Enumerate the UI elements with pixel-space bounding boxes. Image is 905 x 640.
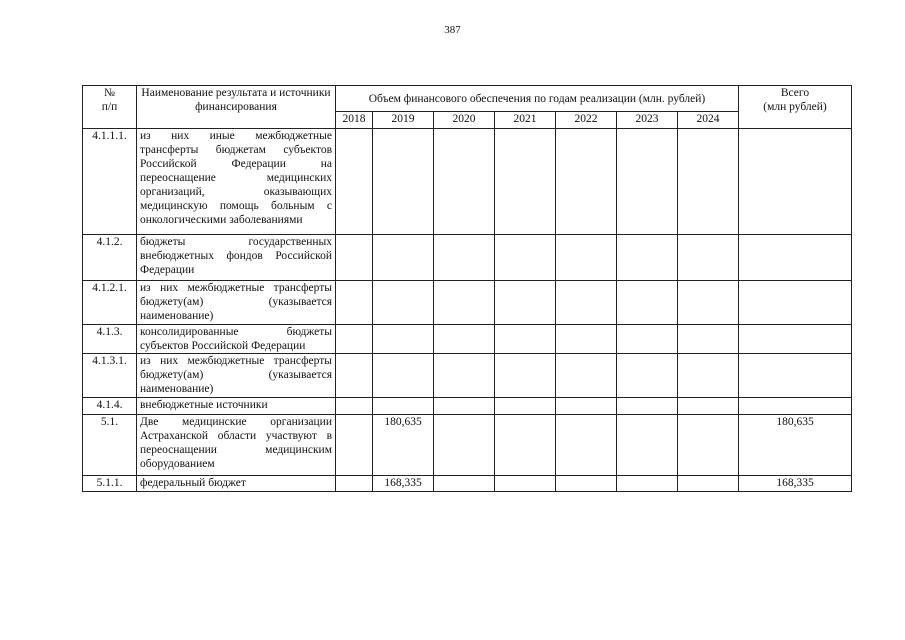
value-cell-2018 [336, 398, 373, 415]
value-cell-2019 [373, 325, 434, 354]
table-row [83, 281, 852, 325]
value-cell-2019: 180,635 [373, 415, 434, 476]
value-cell-2020 [434, 415, 495, 476]
value-cell-2019 [373, 235, 434, 281]
value-cell-2019 [373, 281, 434, 325]
value-cell-2020 [434, 281, 495, 325]
table-row [83, 476, 852, 492]
value-cell-2020 [434, 235, 495, 281]
value-cell-2020 [434, 354, 495, 398]
row-description: Две медицинские организации Астраханской области участвуют в переоснащении медицинским оборудованием [137, 415, 336, 476]
row-description: консолидированные бюджеты субъектов Российской Федерации [137, 325, 336, 354]
table-row [83, 354, 852, 398]
row-number: 4.1.2. [83, 235, 137, 281]
total-cell [739, 325, 852, 354]
value-cell-2018 [336, 281, 373, 325]
value-cell-2018 [336, 415, 373, 476]
row-number: 4.1.1.1. [83, 129, 137, 235]
value-cell-2024 [678, 281, 739, 325]
page-number: 387 [444, 24, 461, 36]
year-header-2021: 2021 [495, 112, 556, 129]
value-cell-2023 [617, 354, 678, 398]
total-cell [739, 129, 852, 235]
value-cell-2020 [434, 476, 495, 492]
value-cell-2021 [495, 415, 556, 476]
value-cell-2024 [678, 476, 739, 492]
row-description: из них иные межбюджетные трансферты бюджетам субъектов Российской Федерации на переоснащение медицинских организаций, оказывающих медицинскую помощь больным с онкологическими заболеваниями [137, 129, 336, 235]
value-cell-2021 [495, 398, 556, 415]
value-cell-2023 [617, 235, 678, 281]
value-cell-2024 [678, 235, 739, 281]
year-header-2023: 2023 [617, 112, 678, 129]
year-header-2018: 2018 [336, 112, 373, 129]
value-cell-2021 [495, 325, 556, 354]
row-description: федеральный бюджет [137, 476, 336, 492]
header-total: Всего (млн рублей) [739, 86, 852, 129]
value-cell-2023 [617, 398, 678, 415]
total-cell [739, 398, 852, 415]
value-cell-2022 [556, 129, 617, 235]
value-cell-2024 [678, 398, 739, 415]
header-num: № п/п [83, 86, 137, 129]
row-number: 4.1.2.1. [83, 281, 137, 325]
table-body [83, 129, 852, 492]
value-cell-2024 [678, 325, 739, 354]
year-header-2022: 2022 [556, 112, 617, 129]
row-number: 4.1.3.1. [83, 354, 137, 398]
value-cell-2021 [495, 476, 556, 492]
row-number: 5.1. [83, 415, 137, 476]
row-description: внебюджетные источники [137, 398, 336, 415]
year-header-2020: 2020 [434, 112, 495, 129]
value-cell-2022 [556, 235, 617, 281]
table-row [83, 398, 852, 415]
year-header-2024: 2024 [678, 112, 739, 129]
value-cell-2021 [495, 129, 556, 235]
budget-table [82, 85, 852, 492]
value-cell-2022 [556, 476, 617, 492]
value-cell-2023 [617, 129, 678, 235]
value-cell-2021 [495, 235, 556, 281]
value-cell-2022 [556, 325, 617, 354]
total-cell [739, 281, 852, 325]
value-cell-2018 [336, 476, 373, 492]
value-cell-2019 [373, 129, 434, 235]
value-cell-2024 [678, 129, 739, 235]
value-cell-2021 [495, 281, 556, 325]
table-row [83, 129, 852, 235]
value-cell-2024 [678, 415, 739, 476]
table-row [83, 415, 852, 476]
value-cell-2018 [336, 129, 373, 235]
value-cell-2018 [336, 235, 373, 281]
value-cell-2023 [617, 415, 678, 476]
value-cell-2023 [617, 281, 678, 325]
total-cell: 168,335 [739, 476, 852, 492]
header-volume: Объем финансового обеспечения по годам реализации (млн. рублей) [336, 86, 739, 112]
value-cell-2022 [556, 354, 617, 398]
row-number: 4.1.4. [83, 398, 137, 415]
header-name: Наименование результата и источники финансирования [137, 86, 336, 129]
table-row [83, 235, 852, 281]
value-cell-2019 [373, 354, 434, 398]
value-cell-2018 [336, 325, 373, 354]
row-number: 4.1.3. [83, 325, 137, 354]
total-cell [739, 354, 852, 398]
value-cell-2020 [434, 398, 495, 415]
value-cell-2022 [556, 398, 617, 415]
value-cell-2020 [434, 129, 495, 235]
table-row [83, 325, 852, 354]
row-description: бюджеты государственных внебюджетных фондов Российской Федерации [137, 235, 336, 281]
value-cell-2023 [617, 476, 678, 492]
table-header [83, 86, 852, 129]
value-cell-2019 [373, 398, 434, 415]
value-cell-2024 [678, 354, 739, 398]
value-cell-2021 [495, 354, 556, 398]
row-description: из них межбюджетные трансферты бюджету(ам) (указывается наименование) [137, 281, 336, 325]
value-cell-2022 [556, 415, 617, 476]
row-number: 5.1.1. [83, 476, 137, 492]
value-cell-2022 [556, 281, 617, 325]
total-cell: 180,635 [739, 415, 852, 476]
year-header-2019: 2019 [373, 112, 434, 129]
value-cell-2019: 168,335 [373, 476, 434, 492]
value-cell-2018 [336, 354, 373, 398]
value-cell-2023 [617, 325, 678, 354]
total-cell [739, 235, 852, 281]
row-description: из них межбюджетные трансферты бюджету(ам) (указывается наименование) [137, 354, 336, 398]
value-cell-2020 [434, 325, 495, 354]
